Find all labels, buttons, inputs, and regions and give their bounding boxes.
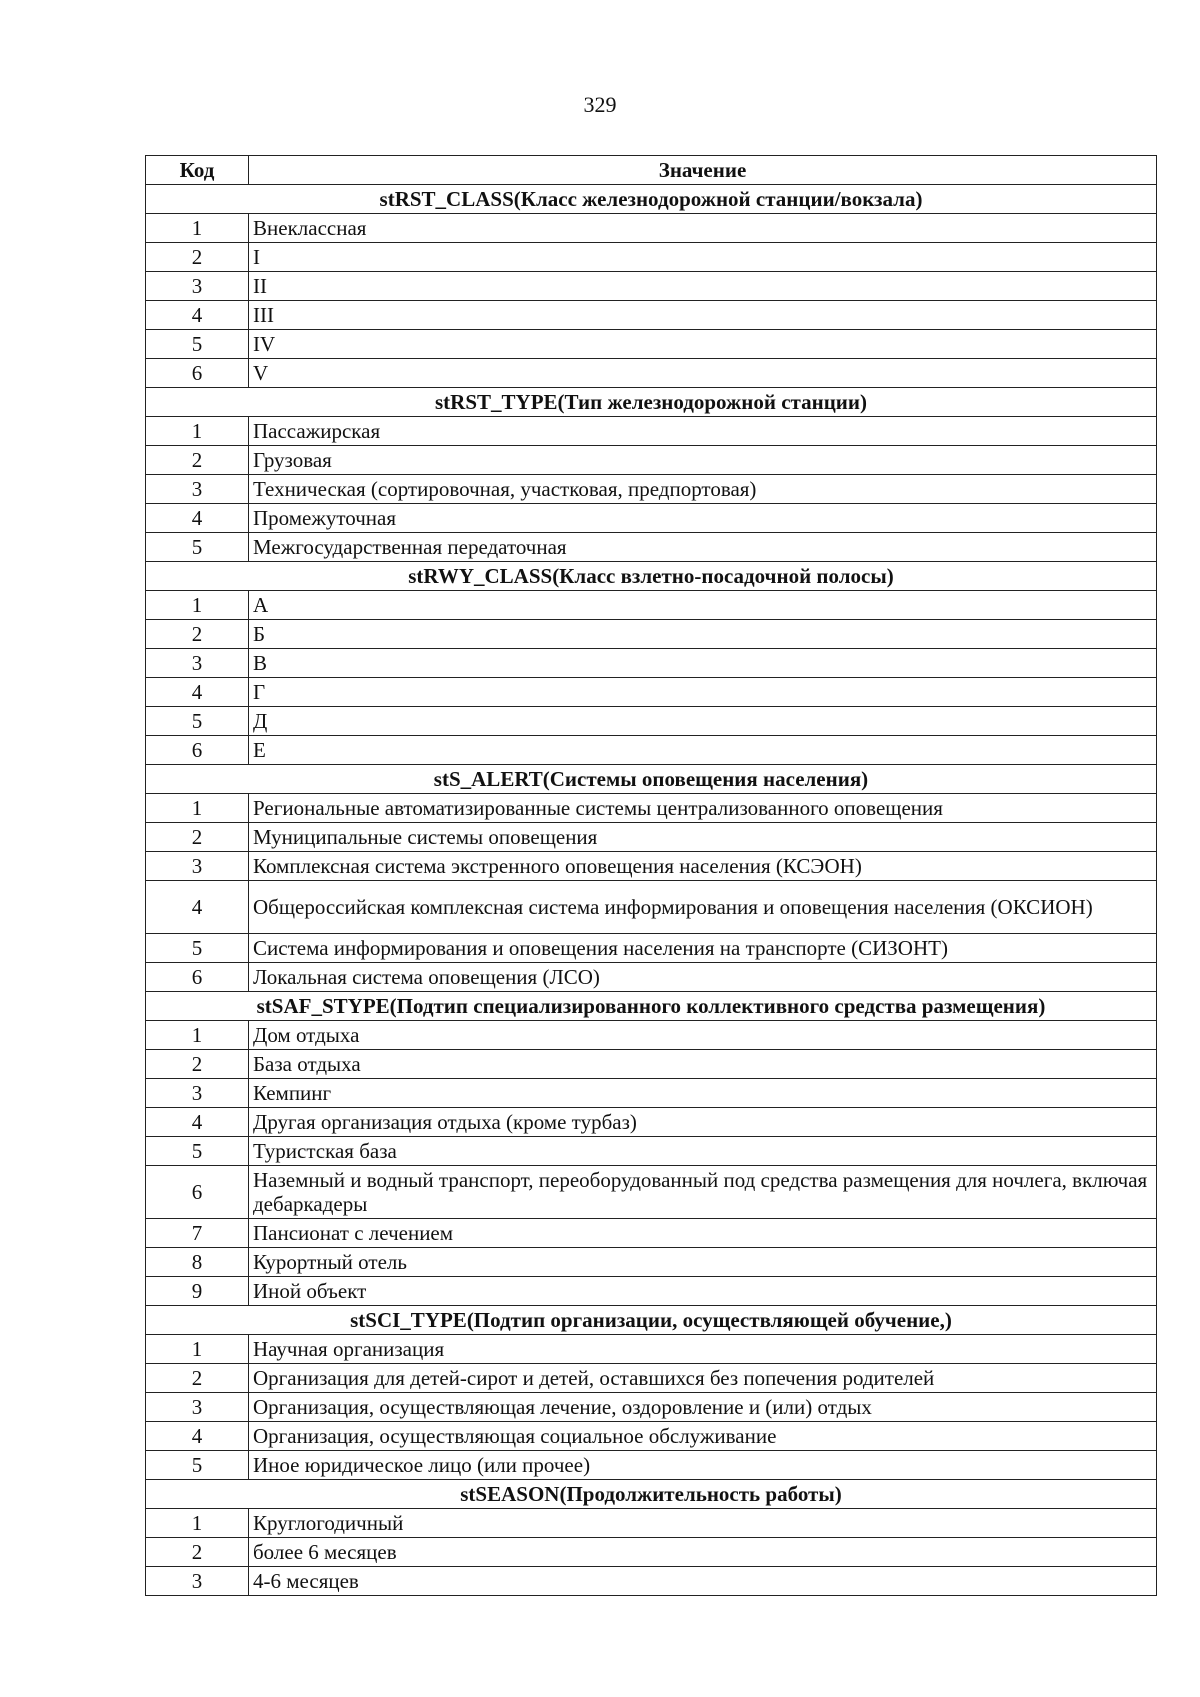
code-cell: 5 bbox=[146, 533, 249, 562]
classifier-table bbox=[145, 155, 1157, 1596]
section-title-row bbox=[146, 562, 1157, 591]
code-cell: 6 bbox=[146, 963, 249, 992]
value-cell: Г bbox=[249, 678, 1157, 707]
table-row bbox=[146, 475, 1157, 504]
value-cell: Иной объект bbox=[249, 1277, 1157, 1306]
code-cell: 2 bbox=[146, 1050, 249, 1079]
table-row bbox=[146, 1108, 1157, 1137]
code-cell: 2 bbox=[146, 823, 249, 852]
table-row bbox=[146, 301, 1157, 330]
code-cell: 5 bbox=[146, 934, 249, 963]
code-cell: 5 bbox=[146, 330, 249, 359]
table-row bbox=[146, 881, 1157, 934]
table-row bbox=[146, 214, 1157, 243]
value-cell: IV bbox=[249, 330, 1157, 359]
value-cell: В bbox=[249, 649, 1157, 678]
value-cell: А bbox=[249, 591, 1157, 620]
table-row bbox=[146, 1451, 1157, 1480]
code-cell: 2 bbox=[146, 446, 249, 475]
table-row bbox=[146, 330, 1157, 359]
code-cell: 6 bbox=[146, 1166, 249, 1219]
code-cell: 4 bbox=[146, 1108, 249, 1137]
value-cell: Региональные автоматизированные системы централизованного оповещения bbox=[249, 794, 1157, 823]
value-cell: Пансионат с лечением bbox=[249, 1219, 1157, 1248]
section-title-row bbox=[146, 1306, 1157, 1335]
code-cell: 2 bbox=[146, 243, 249, 272]
code-cell: 5 bbox=[146, 1137, 249, 1166]
table-row bbox=[146, 707, 1157, 736]
code-cell: 9 bbox=[146, 1277, 249, 1306]
page-number: 329 bbox=[583, 92, 617, 117]
value-cell: Другая организация отдыха (кроме турбаз) bbox=[249, 1108, 1157, 1137]
table-row bbox=[146, 1137, 1157, 1166]
code-cell: 4 bbox=[146, 301, 249, 330]
table-row bbox=[146, 1021, 1157, 1050]
code-cell: 2 bbox=[146, 1538, 249, 1567]
value-cell: Промежуточная bbox=[249, 504, 1157, 533]
table-row bbox=[146, 1538, 1157, 1567]
value-cell: Б bbox=[249, 620, 1157, 649]
value-cell: Техническая (сортировочная, участковая, предпортовая) bbox=[249, 475, 1157, 504]
value-cell: Туристская база bbox=[249, 1137, 1157, 1166]
value-cell: Межгосударственная передаточная bbox=[249, 533, 1157, 562]
table-row bbox=[146, 852, 1157, 881]
table-body bbox=[146, 185, 1157, 1596]
code-cell: 3 bbox=[146, 1567, 249, 1596]
value-cell: Круглогодичный bbox=[249, 1509, 1157, 1538]
code-cell: 3 bbox=[146, 1393, 249, 1422]
value-cell: I bbox=[249, 243, 1157, 272]
section-title-row bbox=[146, 388, 1157, 417]
code-cell: 1 bbox=[146, 591, 249, 620]
table-row bbox=[146, 1364, 1157, 1393]
table-row bbox=[146, 736, 1157, 765]
section-title-row bbox=[146, 1480, 1157, 1509]
section-title: stS_ALERT(Системы оповещения населения) bbox=[146, 765, 1157, 794]
value-cell: Организация, осуществляющая лечение, оздоровление и (или) отдых bbox=[249, 1393, 1157, 1422]
value-cell: Организация для детей-сирот и детей, оставшихся без попечения родителей bbox=[249, 1364, 1157, 1393]
value-cell: 4-6 месяцев bbox=[249, 1567, 1157, 1596]
code-cell: 8 bbox=[146, 1248, 249, 1277]
code-cell: 3 bbox=[146, 475, 249, 504]
table-row bbox=[146, 1219, 1157, 1248]
table-row bbox=[146, 1335, 1157, 1364]
code-cell: 1 bbox=[146, 1021, 249, 1050]
code-cell: 4 bbox=[146, 881, 249, 934]
code-cell: 1 bbox=[146, 214, 249, 243]
table-row bbox=[146, 1248, 1157, 1277]
table-row bbox=[146, 934, 1157, 963]
section-title-row bbox=[146, 185, 1157, 214]
value-cell: Грузовая bbox=[249, 446, 1157, 475]
value-cell: Д bbox=[249, 707, 1157, 736]
section-title: stRST_CLASS(Класс железнодорожной станции/вокзала) bbox=[146, 185, 1157, 214]
code-cell: 3 bbox=[146, 852, 249, 881]
table-row bbox=[146, 678, 1157, 707]
code-cell: 4 bbox=[146, 1422, 249, 1451]
table-row bbox=[146, 963, 1157, 992]
table-row bbox=[146, 533, 1157, 562]
value-cell: II bbox=[249, 272, 1157, 301]
table-row bbox=[146, 649, 1157, 678]
value-cell: Организация, осуществляющая социальное обслуживание bbox=[249, 1422, 1157, 1451]
table-row bbox=[146, 1393, 1157, 1422]
table-row bbox=[146, 1422, 1157, 1451]
table-row bbox=[146, 1567, 1157, 1596]
value-cell: более 6 месяцев bbox=[249, 1538, 1157, 1567]
code-cell: 1 bbox=[146, 1509, 249, 1538]
value-cell: Наземный и водный транспорт, переоборудованный под средства размещения для ночлега, включая дебаркадеры bbox=[249, 1166, 1157, 1219]
value-cell: Комплексная система экстренного оповещения населения (КСЭОН) bbox=[249, 852, 1157, 881]
code-cell: 2 bbox=[146, 1364, 249, 1393]
table-row bbox=[146, 1166, 1157, 1219]
value-cell: Кемпинг bbox=[249, 1079, 1157, 1108]
code-cell: 3 bbox=[146, 1079, 249, 1108]
value-cell: Дом отдыха bbox=[249, 1021, 1157, 1050]
section-title-row bbox=[146, 765, 1157, 794]
section-title: stSEASON(Продолжительность работы) bbox=[146, 1480, 1157, 1509]
header-value: Значение bbox=[249, 156, 1157, 185]
table-row bbox=[146, 272, 1157, 301]
code-cell: 4 bbox=[146, 678, 249, 707]
table-row bbox=[146, 1509, 1157, 1538]
code-cell: 3 bbox=[146, 272, 249, 301]
value-cell: III bbox=[249, 301, 1157, 330]
section-title-row bbox=[146, 992, 1157, 1021]
value-cell: Общероссийская комплексная система информирования и оповещения населения (ОКСИОН) bbox=[249, 881, 1157, 934]
table-row bbox=[146, 446, 1157, 475]
table-row bbox=[146, 504, 1157, 533]
table-row bbox=[146, 794, 1157, 823]
table-row bbox=[146, 1079, 1157, 1108]
code-cell: 7 bbox=[146, 1219, 249, 1248]
code-cell: 5 bbox=[146, 1451, 249, 1480]
value-cell: Система информирования и оповещения населения на транспорте (СИЗОНТ) bbox=[249, 934, 1157, 963]
table-header-row bbox=[146, 156, 1157, 185]
value-cell: Научная организация bbox=[249, 1335, 1157, 1364]
code-cell: 1 bbox=[146, 1335, 249, 1364]
value-cell: Курортный отель bbox=[249, 1248, 1157, 1277]
table-row bbox=[146, 620, 1157, 649]
section-title: stSAF_STYPE(Подтип специализированного коллективного средства размещения) bbox=[146, 992, 1157, 1021]
code-cell: 1 bbox=[146, 794, 249, 823]
code-cell: 6 bbox=[146, 359, 249, 388]
table-row bbox=[146, 243, 1157, 272]
code-cell: 4 bbox=[146, 504, 249, 533]
code-cell: 3 bbox=[146, 649, 249, 678]
header-code: Код bbox=[146, 156, 249, 185]
section-title: stSCI_TYPE(Подтип организации, осуществляющей обучение,) bbox=[146, 1306, 1157, 1335]
table-row bbox=[146, 591, 1157, 620]
value-cell: База отдыха bbox=[249, 1050, 1157, 1079]
value-cell: Е bbox=[249, 736, 1157, 765]
code-cell: 6 bbox=[146, 736, 249, 765]
table-row bbox=[146, 1050, 1157, 1079]
section-title: stRST_TYPE(Тип железнодорожной станции) bbox=[146, 388, 1157, 417]
table-row bbox=[146, 823, 1157, 852]
value-cell: Пассажирская bbox=[249, 417, 1157, 446]
section-title: stRWY_CLASS(Класс взлетно-посадочной полосы) bbox=[146, 562, 1157, 591]
table-row bbox=[146, 417, 1157, 446]
value-cell: V bbox=[249, 359, 1157, 388]
value-cell: Внеклассная bbox=[249, 214, 1157, 243]
table-row bbox=[146, 1277, 1157, 1306]
value-cell: Иное юридическое лицо (или прочее) bbox=[249, 1451, 1157, 1480]
value-cell: Локальная система оповещения (ЛСО) bbox=[249, 963, 1157, 992]
table-row bbox=[146, 359, 1157, 388]
code-cell: 2 bbox=[146, 620, 249, 649]
code-cell: 1 bbox=[146, 417, 249, 446]
value-cell: Муниципальные системы оповещения bbox=[249, 823, 1157, 852]
code-cell: 5 bbox=[146, 707, 249, 736]
